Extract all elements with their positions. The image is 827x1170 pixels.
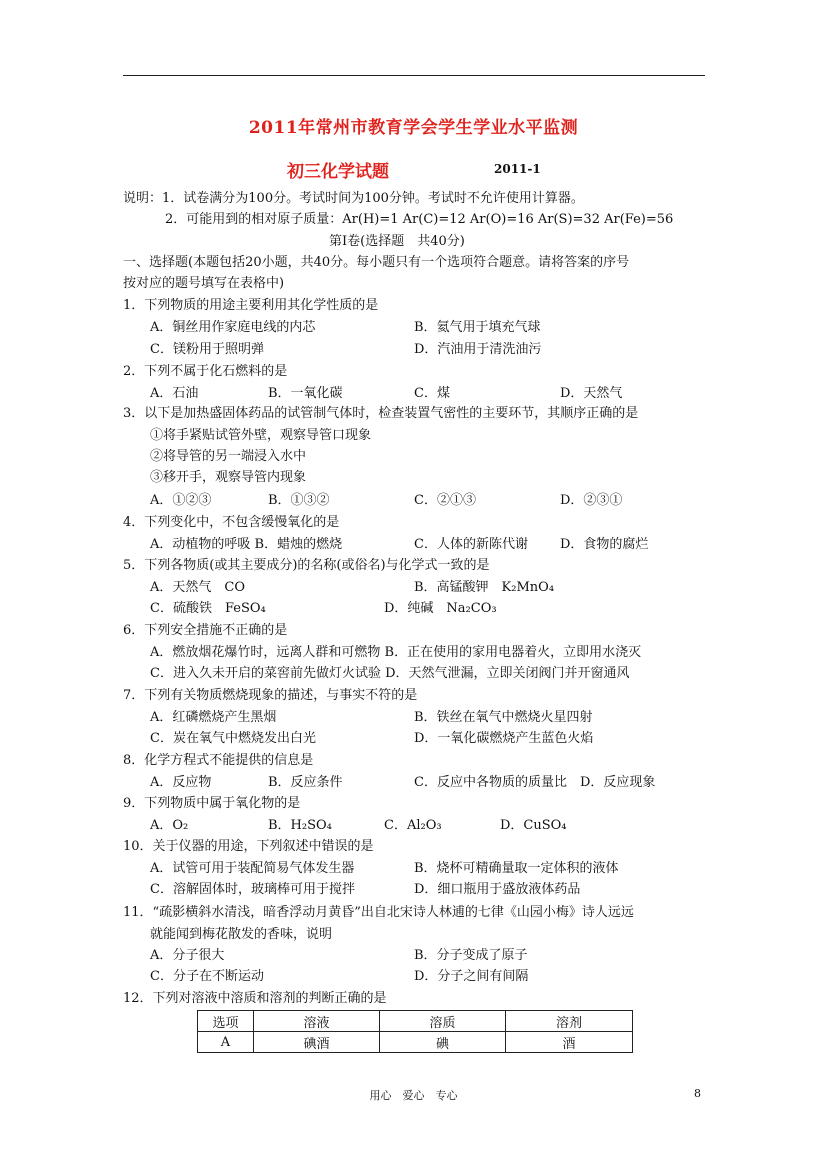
answer-option: A．反应物 — [150, 775, 212, 790]
answer-option: B．氦气用于填充气球 — [414, 320, 541, 335]
answer-option: B．反应条件 — [268, 775, 343, 790]
answer-option: D．细口瓶用于盛放液体药品 — [414, 882, 581, 897]
answer-option: C．炭在氧气中燃烧发出白光 — [150, 731, 316, 746]
table-cell: A — [198, 1032, 254, 1053]
section-instructions-line-2: 按对应的题号填写在表格中) — [123, 276, 285, 291]
question-stem: 4．下列变化中，不包含缓慢氧化的是 — [123, 515, 340, 530]
question-stem-line: ③移开手，观察导管内现象 — [150, 470, 307, 485]
answer-option: C．进入久未开启的菜窖前先做灯火试验 D．天然气泄漏，立即关闭阀门并开窗通风 — [150, 666, 630, 681]
answer-option: D．汽油用于清洗油污 — [414, 342, 542, 357]
part-one-heading: 第Ⅰ卷(选择题 共40分) — [329, 234, 465, 249]
answer-option: C．镁粉用于照明弹 — [150, 342, 264, 357]
answer-option: B．分子变成了原子 — [414, 948, 528, 963]
answer-option: D．天然气 — [560, 386, 623, 401]
question-stem: 6．下列安全措施不正确的是 — [123, 623, 288, 638]
question-stem: 9．下列物质中属于氧化物的是 — [123, 796, 301, 811]
answer-option: D．CuSO₄ — [500, 818, 567, 833]
answer-option: A．天然气 CO — [150, 580, 245, 595]
answer-option: D．②③① — [560, 493, 623, 508]
answer-option: D．分子之间有间隔 — [414, 969, 529, 984]
answer-option: A．动植物的呼吸 B．蜡烛的燃烧 — [150, 537, 343, 552]
question-stem: 5．下列各物质(或其主要成分)的名称(或俗名)与化学式一致的是 — [123, 558, 490, 573]
instructions-line-1: 说明：1．试卷满分为100分。考试时间为100分钟。考试时不允许使用计算器。 — [123, 191, 584, 206]
table-cell: 酒 — [506, 1032, 633, 1053]
answer-table — [197, 1010, 633, 1053]
question-stem: 2．下列不属于化石燃料的是 — [123, 364, 288, 379]
answer-option: A．石油 — [150, 386, 199, 401]
table-header-cell: 选项 — [198, 1011, 254, 1032]
answer-option: D．食物的腐烂 — [560, 537, 649, 552]
answer-option: A．试管可用于装配简易气体发生器 — [150, 861, 355, 876]
table-cell: 碘酒 — [254, 1032, 380, 1053]
answer-option: A．O₂ — [150, 818, 189, 833]
question-stem: 8．化学方程式不能提供的信息是 — [123, 753, 314, 768]
answer-option: D．纯碱 Na₂CO₃ — [384, 601, 497, 616]
page-title: 2011年常州市教育学会学生学业水平监测 — [248, 118, 579, 138]
question-stem: 11．“疏影横斜水清浅，暗香浮动月黄昏”出自北宋诗人林逋的七律《山园小梅》诗人远远 — [123, 905, 634, 920]
table-header-row — [198, 1011, 633, 1032]
answer-option: D．一氧化碳燃烧产生蓝色火焰 — [414, 731, 594, 746]
answer-option: C．②①③ — [414, 493, 476, 508]
answer-option: A．燃放烟花爆竹时，远离人群和可燃物 B．正在使用的家用电器着火，立即用水浇灭 — [150, 645, 642, 660]
exam-date: 2011-1 — [494, 162, 541, 176]
question-stem: 12．下列对溶液中溶质和溶剂的判断正确的是 — [123, 991, 387, 1006]
answer-option: C．反应中各物质的质量比 D．反应现象 — [414, 775, 656, 790]
answer-option: B．一氧化碳 — [268, 386, 343, 401]
answer-option: B．铁丝在氧气中燃烧火星四射 — [414, 710, 593, 725]
answer-option: B．高锰酸钾 K₂MnO₄ — [414, 580, 555, 595]
answer-option: B．H₂SO₄ — [268, 818, 332, 833]
instructions-line-2: 2．可能用到的相对原子质量：Ar(H)=1 Ar(C)=12 Ar(O)=16 Ar(S)=32 Ar(Fe)=56 — [165, 212, 674, 227]
answer-option: B．①③② — [268, 493, 330, 508]
answer-option: A．分子很大 — [150, 948, 225, 963]
answer-option: C．Al₂O₃ — [384, 818, 442, 833]
answer-option: C．硫酸铁 FeSO₄ — [150, 601, 266, 616]
answer-option: C．溶解固体时，玻璃棒可用于搅拌 — [150, 882, 355, 897]
question-stem-line: ①将手紧贴试管外壁，观察导管口现象 — [150, 428, 372, 443]
table-row — [198, 1032, 633, 1053]
page-number: 8 — [694, 1087, 701, 1100]
answer-option: C．人体的新陈代谢 — [414, 537, 528, 552]
table-cell: 碘 — [380, 1032, 506, 1053]
footer-motto: 用心 爱心 专心 — [369, 1089, 458, 1102]
question-stem-line: ②将导管的另一端浸入水中 — [150, 449, 307, 464]
answer-option: B．烧杯可精确量取一定体积的液体 — [414, 861, 619, 876]
question-stem: 3．以下是加热盛固体药品的试管制气体时，检查装置气密性的主要环节，其顺序正确的是 — [123, 406, 639, 421]
answer-option: C．煤 — [414, 386, 450, 401]
question-stem: 7．下列有关物质燃烧现象的描述，与事实不符的是 — [123, 688, 418, 703]
header-rule — [123, 75, 705, 76]
exam-subtitle: 初三化学试题 — [287, 162, 389, 182]
answer-option: A．红磷燃烧产生黑烟 — [150, 710, 277, 725]
question-stem-line: 就能闻到梅花散发的香味，说明 — [150, 927, 333, 942]
answer-option: A．铜丝用作家庭电线的内芯 — [150, 320, 316, 335]
table-header-cell: 溶剂 — [506, 1011, 633, 1032]
table-header-cell: 溶质 — [380, 1011, 506, 1032]
answer-option: A．①②③ — [150, 493, 212, 508]
section-instructions-line-1: 一、选择题(本题包括20小题，共40分。每小题只有一个选项符合题意。请将答案的序号 — [123, 255, 630, 270]
question-stem: 1．下列物质的用途主要利用其化学性质的是 — [123, 298, 379, 313]
table-header-cell: 溶液 — [254, 1011, 380, 1032]
answer-option: C．分子在不断运动 — [150, 969, 264, 984]
question-stem: 10．关于仪器的用途，下列叙述中错误的是 — [123, 839, 374, 854]
